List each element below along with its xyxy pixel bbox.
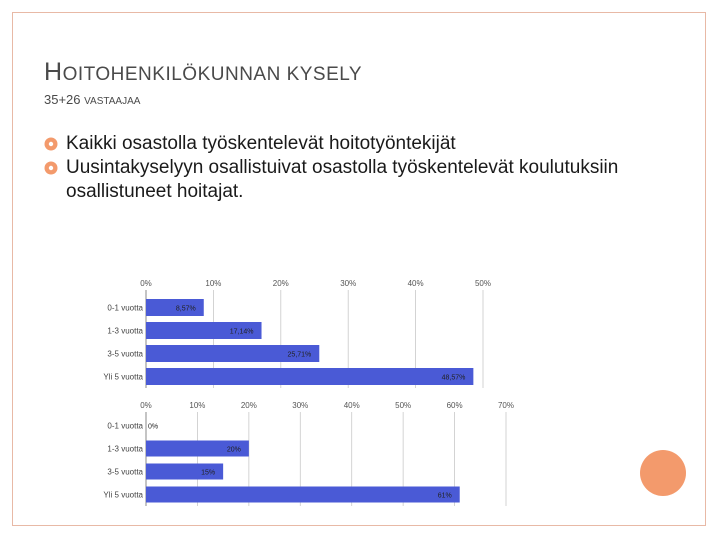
x-tick-label: 10% xyxy=(205,279,222,288)
bar-value-label: 17,14% xyxy=(229,328,254,336)
x-tick-label: 30% xyxy=(292,401,309,410)
y-category-label: 0-1 vuotta xyxy=(107,421,143,431)
slide-subtitle xyxy=(44,92,140,107)
x-tick-label: 0% xyxy=(140,401,152,410)
slide-title-rest: OITOHENKILÖKUNNAN KYSELY xyxy=(62,64,363,85)
decorative-circle xyxy=(640,450,686,496)
bar-value-label: 8,57% xyxy=(175,305,196,313)
x-tick-label: 0% xyxy=(140,279,152,288)
chart-experience-second xyxy=(92,398,522,512)
bar-value-label: 20% xyxy=(226,446,241,454)
x-tick-label: 20% xyxy=(240,401,257,410)
bar xyxy=(146,368,473,385)
x-tick-label: 50% xyxy=(395,401,412,410)
bullet-list xyxy=(44,132,644,204)
bullet-text: Kaikki osastolla työskentelevät hoitotyöntekijät xyxy=(66,133,456,154)
y-category-label: 3-5 vuotta xyxy=(107,349,143,359)
bar-value-label: 25,71% xyxy=(287,351,312,359)
x-tick-label: 70% xyxy=(497,401,515,410)
bar xyxy=(146,487,460,503)
bullet-text: Uusintakyselyyn osallistuivat osastolla työskentelevät koulutuksiin osallistuneet hoitajat. xyxy=(66,157,619,202)
y-category-label: 1-3 vuotta xyxy=(107,444,143,454)
y-category-label: Yli 5 vuotta xyxy=(103,490,143,500)
x-tick-label: 60% xyxy=(446,401,463,410)
subtitle-word: VASTAAJAA xyxy=(84,96,141,107)
bar-value-label: 48,57% xyxy=(441,374,466,382)
bullet-item xyxy=(44,132,644,156)
bar-value-label: 15% xyxy=(201,469,216,477)
bullet-item xyxy=(44,156,644,204)
gear-bullet-icon xyxy=(44,137,58,151)
gear-bullet-icon xyxy=(44,161,58,175)
y-category-label: 0-1 vuotta xyxy=(107,303,143,313)
x-tick-label: 50% xyxy=(474,279,492,288)
slide-title xyxy=(44,58,362,87)
y-category-label: 1-3 vuotta xyxy=(107,326,143,336)
x-tick-label: 20% xyxy=(272,279,289,288)
bar-value-label: 61% xyxy=(437,492,452,500)
bar-value-label: 0% xyxy=(148,423,159,431)
x-tick-label: 10% xyxy=(189,401,206,410)
slide-title-initial: H xyxy=(44,58,63,86)
y-category-label: Yli 5 vuotta xyxy=(103,372,143,382)
x-tick-label: 40% xyxy=(407,279,424,288)
x-tick-label: 30% xyxy=(340,279,357,288)
y-category-label: 3-5 vuotta xyxy=(107,467,143,477)
subtitle-count: 35+26 xyxy=(44,92,85,107)
chart-experience-first xyxy=(92,276,512,394)
x-tick-label: 40% xyxy=(343,401,360,410)
